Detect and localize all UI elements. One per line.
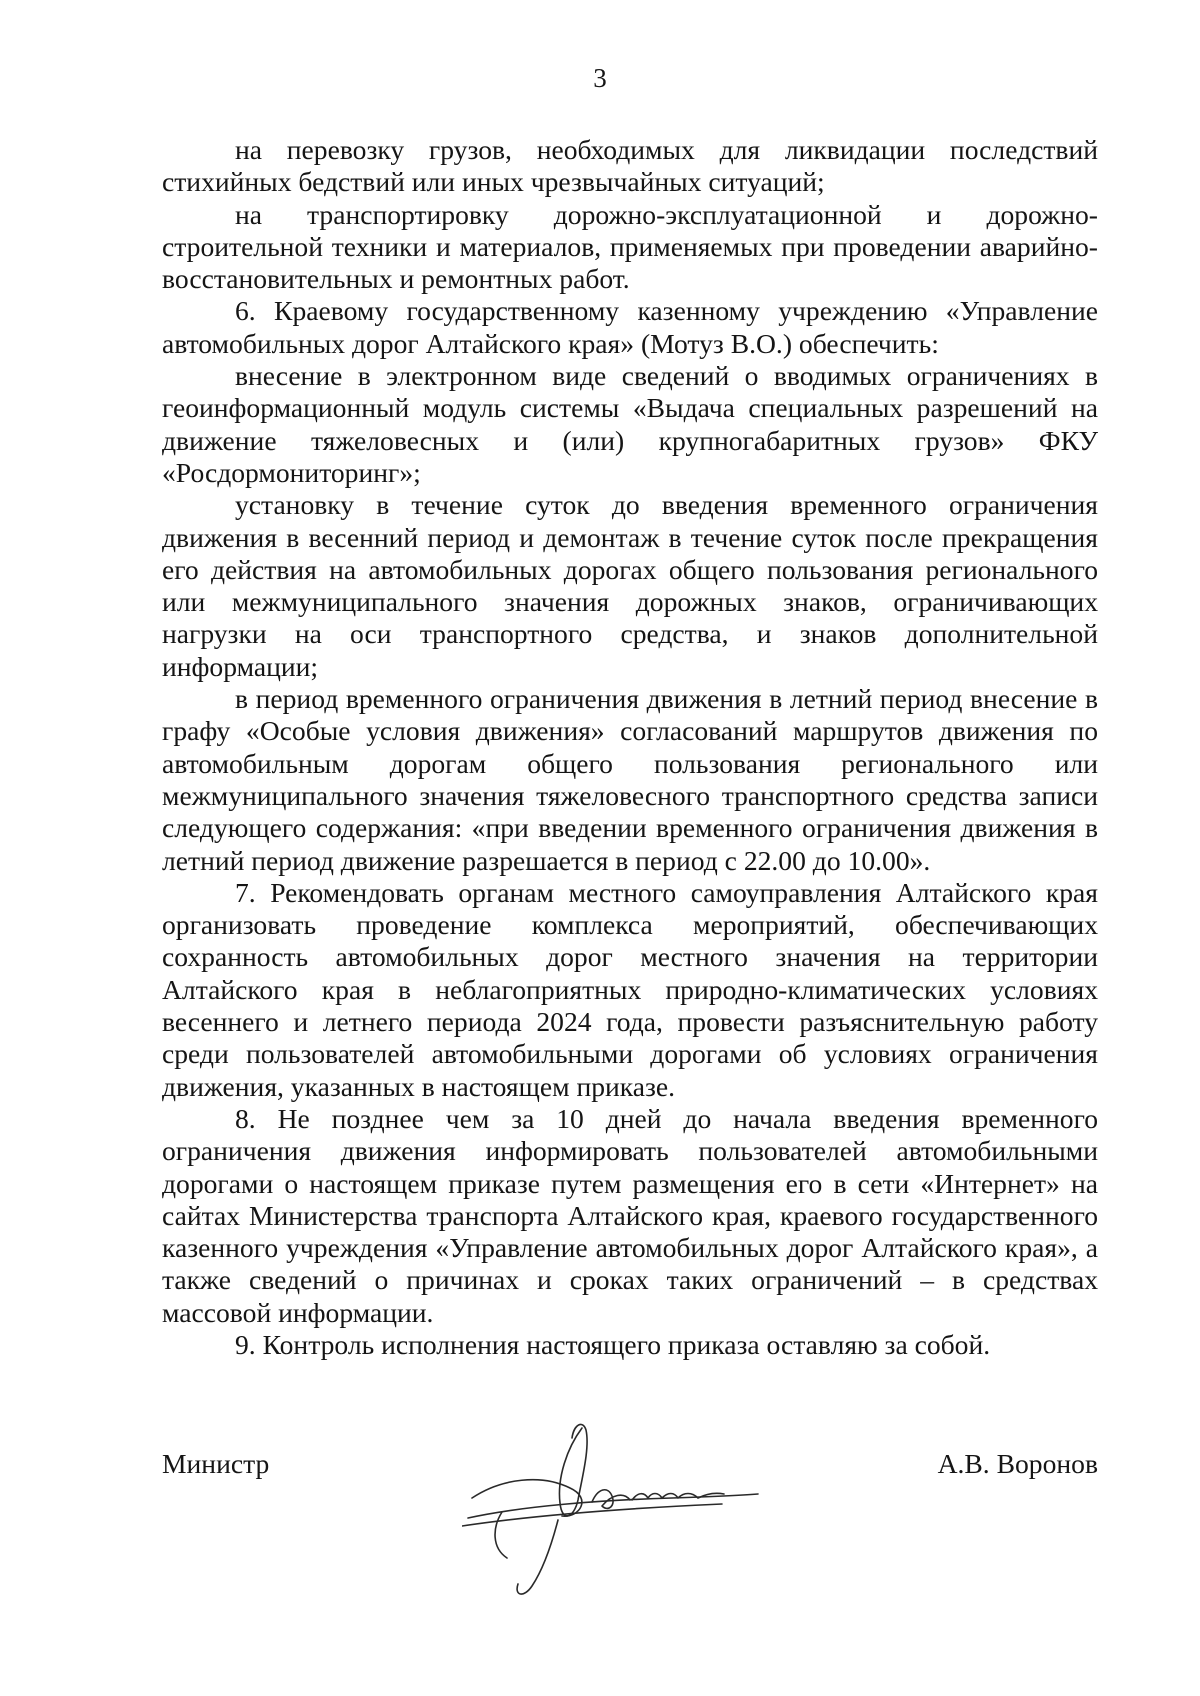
paragraph-geoinformation-module: внесение в электронном виде сведений о вводимых ограничениях в геоинформационный модуль системы «Выдача специальных разрешений на движение тяжеловесных и (или) крупногабаритных грузов» ФКУ «Росдормониторинг»; (162, 360, 1098, 488)
page-number: 3 (593, 63, 607, 93)
handwritten-signature (462, 1408, 762, 1598)
paragraph-road-signs: установку в течение суток до введения временного ограничения движения в весенний период и демонтаж в течение суток после прекращения его действия на автомобильных дорогах общего пользования регионального или межмуниципального значения дорожных знаков, ограничивающих нагрузки на оси транспортного средства, и знаков дополнительной информации; (162, 489, 1098, 682)
signatory-position: Министр (162, 1448, 270, 1479)
paragraph-item-6: 6. Краевому государственному казенному учреждению «Управление автомобильных дорог Алтайского края» (Мотуз В.О.) обеспечить: (162, 295, 1098, 359)
signatory-name: А.В. Воронов (937, 1448, 1098, 1479)
paragraph-item-9: 9. Контроль исполнения настоящего приказа оставляю за собой. (235, 1328, 991, 1360)
paragraph-item-7: 7. Рекомендовать органам местного самоуправления Алтайского края организовать проведение комплекса мероприятий, обеспечивающих сохранность автомобильных дорог местного значения на территории Алтайского края в неблагоприятных природно-климатических условиях весеннего и летнего периода 2024 года, провести разъяснительную работу среди пользователей автомобильными дорогами об условиях ограничения движения, указанных в настоящем приказе. (162, 876, 1098, 1102)
paragraph-item-8: 8. Не позднее чем за 10 дней до начала введения временного ограничения движения информировать пользователей автомобильными дорогами о настоящем приказе путем размещения его в сети «Интернет» на сайтах Министерства транспорта Алтайского края, краевого государственного казенного учреждения «Управление автомобильных дорог Алтайского края», а также сведений о причинах и сроках таких ограничений – в средствах массовой информации. (162, 1102, 1098, 1328)
signature-block (162, 1448, 1098, 1628)
paragraph-cargo-emergency: на перевозку грузов, необходимых для ликвидации последствий стихийных бедствий или иных чрезвычайных ситуаций; (162, 134, 1098, 198)
paragraph-road-equipment: на транспортировку дорожно-эксплуатационной и дорожно-строительной техники и материалов, применяемых при проведении аварийно-восстановительных и ремонтных работ. (162, 198, 1098, 295)
document-body (162, 134, 1098, 1361)
paragraph-summer-period: в период временного ограничения движения в летний период внесение в графу «Особые условия движения» согласований маршрутов движения по автомобильным дорогам общего пользования регионального или межмуниципального значения тяжеловесного транспортного средства записи следующего содержания: «при введении временного ограничения движения в летний период движение разрешается в период с 22.00 до 10.00». (162, 683, 1098, 876)
